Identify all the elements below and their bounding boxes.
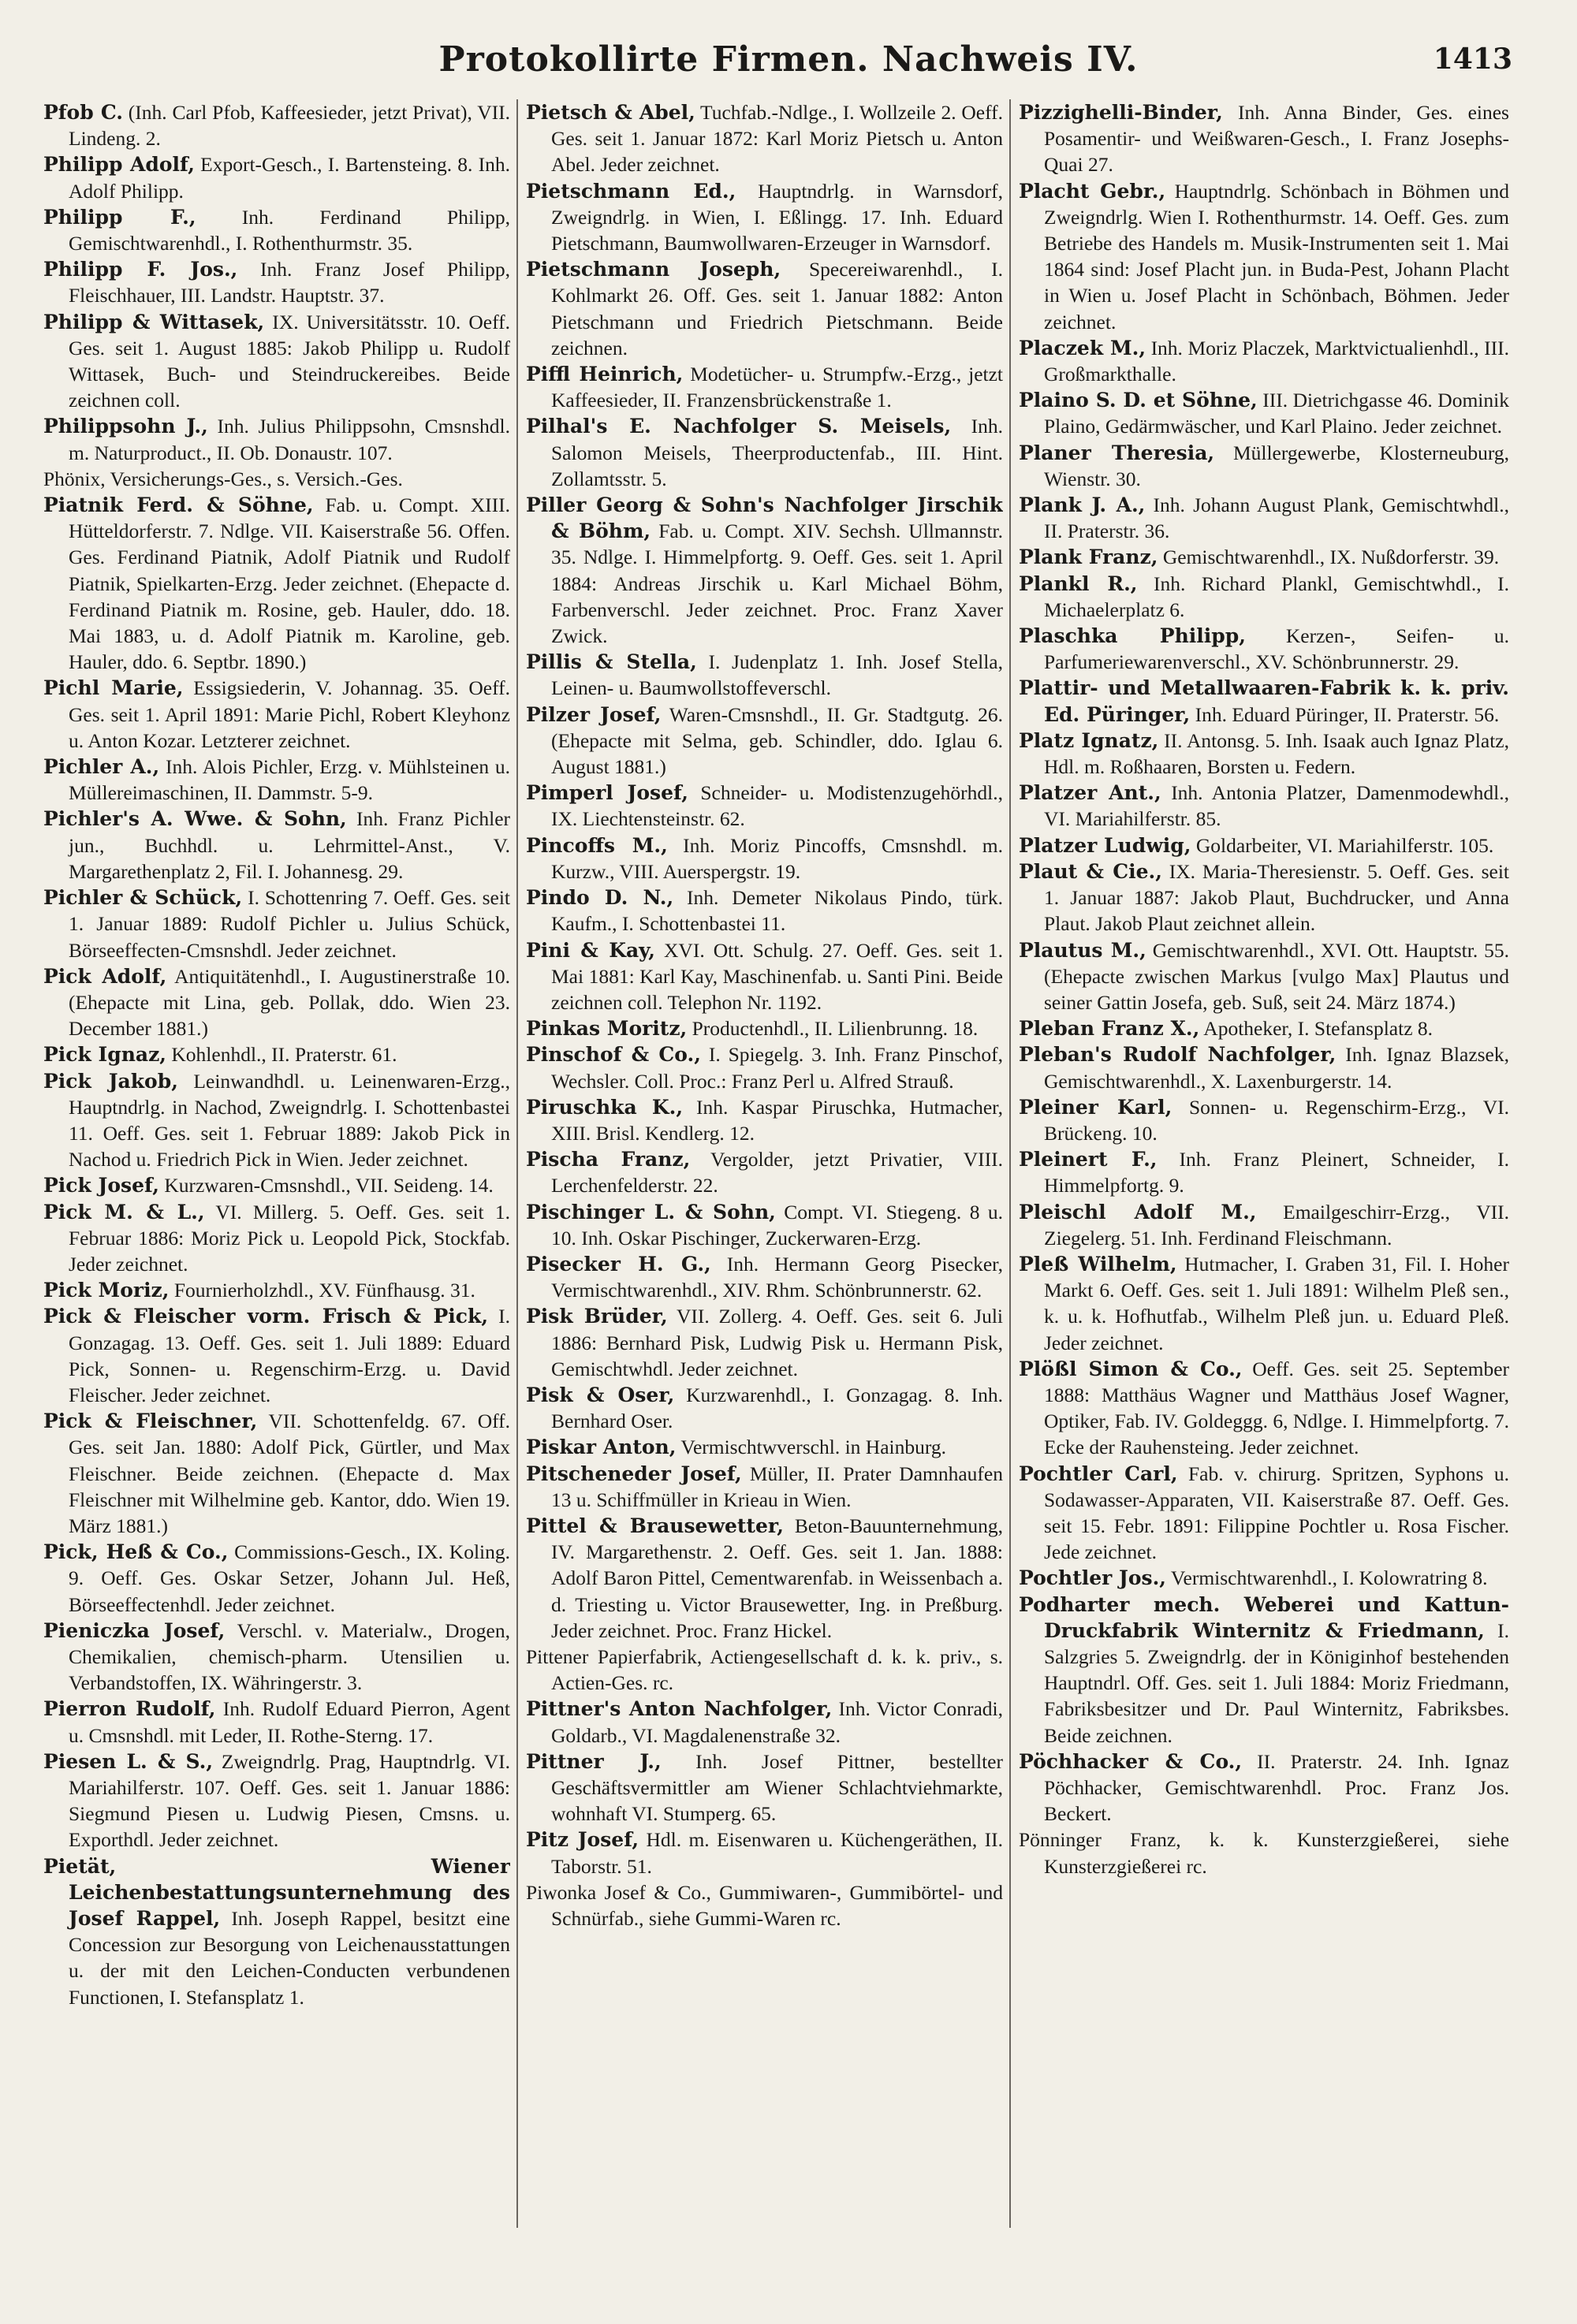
firm-name: Pierron Rudolf, xyxy=(43,1697,216,1721)
directory-entry xyxy=(1019,1251,1509,1356)
firm-name: Pietät, Wiener Leichenbestattungsunternehmung des Josef Rappel, xyxy=(43,1854,510,1931)
firm-name: Pick Ignaz, xyxy=(43,1043,166,1067)
entry-details: Piwonka Josef & Co., Gummiwaren-, Gummibörtel- und Schnürfab., siehe Gummi-Waren rc. xyxy=(526,1880,1003,1931)
directory-entry xyxy=(1019,1094,1509,1146)
directory-entry xyxy=(1019,1356,1509,1461)
firm-name: Pochtler Jos., xyxy=(1019,1566,1167,1590)
directory-entry xyxy=(1019,1461,1509,1566)
directory-entry xyxy=(526,1644,1003,1696)
entry-details: Pittener Papierfabrik, Actiengesellschaft d. k. k. priv., s. Actien-Ges. rc. xyxy=(526,1644,1003,1695)
firm-name: Pittel & Brausewetter, xyxy=(526,1514,784,1537)
directory-entry xyxy=(43,1303,510,1408)
directory-entry xyxy=(1019,1749,1509,1827)
firm-name: Pinkas Moritz, xyxy=(526,1017,688,1041)
entry-details: II. Praterstr. 24. Inh. Ignaz Pöchhacker, Gemischtwarenhdl. Proc. Franz Jos. Beckert. xyxy=(1044,1749,1509,1826)
directory-entry xyxy=(1019,780,1509,832)
firm-name: Pleß Wilhelm, xyxy=(1019,1252,1177,1276)
firm-name: Pick Adolf, xyxy=(43,964,167,988)
entry-details: Inh. Ferdinand Philipp, Gemischtwarenhdl., I. Rothenthurmstr. 35. xyxy=(69,205,510,255)
entry-details: Tuchfab.-Ndlge., I. Wollzeile 2. Oeff. Ges. seit 1. Januar 1872: Karl Moriz Pietsch u. Anton Abel. Jeder zeichnet. xyxy=(551,101,1003,177)
directory-entry xyxy=(1019,1199,1509,1251)
entry-details: Inh. Richard Plankl, Gemischtwhdl., I. Michaelerplatz 6. xyxy=(1044,572,1509,621)
entry-details: Müllergewerbe, Klosterneuburg, Wienstr. 30. xyxy=(1044,441,1509,490)
firm-name: Pittner's Anton Nachfolger, xyxy=(526,1697,833,1721)
directory-entry xyxy=(43,256,510,308)
directory-entry xyxy=(43,1172,510,1198)
directory-entry xyxy=(43,1539,510,1618)
entry-details: Hutmacher, I. Graben 31, Fil. I. Hoher Markt 6. Oeff. Ges. seit 1. Juli 1891: Wilhelm Pleß sen., k. u. k. Hofhutfab., Wilhelm Pleß jun. u. Eduard Pleß. Jeder zeichnet. xyxy=(1044,1252,1509,1354)
firm-name: Plaschka Philipp, xyxy=(1019,624,1246,648)
firm-name: Pichler A., xyxy=(43,755,160,779)
firm-name: Pieniczka Josef, xyxy=(43,1618,226,1642)
directory-entry xyxy=(43,466,510,492)
directory-entry xyxy=(43,1068,510,1173)
entry-details: Goldarbeiter, VI. Mariahilferstr. 105. xyxy=(1191,833,1494,857)
firm-name: Plaino S. D. et Söhne, xyxy=(1019,389,1258,412)
entry-details: Vermischtwarenhdl., I. Kolowratring 8. xyxy=(1166,1566,1488,1590)
page-number: 1413 xyxy=(1433,43,1512,76)
entry-details: Verschl. v. Materialw., Drogen, Chemikalien, chemisch-pharm. Utensilien u. Verbandstoffen, IX. Währingerstr. 3. xyxy=(69,1618,510,1695)
firm-name: Placzek M., xyxy=(1019,336,1146,359)
entry-details: Leinwandhdl. u. Leinenwaren-Erzg., Hauptndrlg. in Nachod, Zweigndrlg. I. Schottenbastei 11. Oeff. Ges. seit 1. Februar 1889: Jakob Pick in Nachod u. Friedrich Pick in Wien. Jeder zeichnet. xyxy=(69,1069,510,1171)
directory-entry xyxy=(1019,1827,1509,1879)
entry-details: VI. Millerg. 5. Oeff. Ges. seit 1. Februar 1886: Moriz Pick u. Leopold Pick, Stockfab. Jeder zeichnet. xyxy=(69,1200,510,1276)
directory-entry xyxy=(43,675,510,754)
directory-entry xyxy=(526,1251,1003,1303)
firm-name: Pittner J., xyxy=(526,1749,662,1773)
directory-entry xyxy=(1019,832,1509,858)
firm-name: Philipp & Wittasek, xyxy=(43,310,265,333)
column-1 xyxy=(43,99,510,2299)
entry-details: Waren-Cmsnshdl., II. Gr. Stadtgutg. 26. (Ehepacte mit Selma, geb. Schindler, ddo. Iglau 6. August 1881.) xyxy=(551,702,1003,779)
directory-entry xyxy=(43,492,510,675)
directory-entry xyxy=(526,937,1003,1016)
firm-name: Platzer Ludwig, xyxy=(1019,833,1191,857)
firm-name: Pick Jakob, xyxy=(43,1069,178,1093)
entry-details: I. Gonzagag. 13. Oeff. Ges. seit 1. Juli 1889: Eduard Pick, Sonnen- u. Regenschirm-Erzg. u. David Fleischer. Jeder zeichnet. xyxy=(69,1305,510,1406)
directory-entry xyxy=(526,1879,1003,1931)
entry-details: Vergolder, jetzt Privatier, VIII. Lerchenfelderstr. 22. xyxy=(551,1148,1003,1197)
entry-details: (Inh. Carl Pfob, Kaffeesieder, jetzt Privat), VII. Lindeng. 2. xyxy=(69,101,510,151)
entry-details: Zweigndrlg. Prag, Hauptndrlg. VI. Mariahilferstr. 107. Oeff. Ges. seit 1. Januar 1886: Siegmund Piesen u. Ludwig Piesen, Cmsns. u. Exporthdl. Jeder zeichnet. xyxy=(69,1749,510,1852)
firm-name: Plößl Simon & Co., xyxy=(1019,1357,1243,1380)
entry-details: Inh. Salomon Meisels, Theerproductenfab., III. Hint. Zollamtsstr. 5. xyxy=(551,415,1003,490)
firm-name: Piruschka K., xyxy=(526,1095,684,1119)
directory-entry xyxy=(526,1146,1003,1198)
directory-entry xyxy=(43,1749,510,1853)
firm-name: Pichl Marie, xyxy=(43,676,184,700)
firm-name: Pitscheneder Josef, xyxy=(526,1462,742,1485)
firm-name: Piffl Heinrich, xyxy=(526,363,684,386)
directory-entry xyxy=(43,1696,510,1748)
entry-details: Commissions-Gesch., IX. Koling. 9. Oeff. Ges. Oskar Setzer, Johann Jul. Heß, Börseeffectenhdl. Jeder zeichnet. xyxy=(69,1540,510,1616)
directory-entry xyxy=(526,1041,1003,1093)
firm-name: Pisk Brüder, xyxy=(526,1305,668,1328)
directory-entry xyxy=(1019,1015,1509,1041)
entry-details: I. Judenplatz 1. Inh. Josef Stella, Leinen- u. Baumwollstoffeverschl. xyxy=(551,650,1003,700)
entry-details: Inh. Demeter Nikolaus Pindo, türk. Kaufm., I. Schottenbastei 11. xyxy=(551,886,1003,936)
entry-details: I. Schottenring 7. Oeff. Ges. seit 1. Januar 1889: Rudolf Pichler u. Julius Schück, Börseeffecten-Cmsnshdl. Jeder zeichnet. xyxy=(69,886,510,962)
entry-details: Inh. Josef Pittner, bestellter Geschäftsvermittler am Wiener Schlachtviehmarkte, wohnhaft VI. Stumperg. 65. xyxy=(551,1749,1003,1826)
firm-name: Podharter mech. Weberei und Kattun-Druckfabrik Winternitz & Friedmann, xyxy=(1019,1592,1509,1642)
directory-entry xyxy=(526,1015,1003,1041)
entry-details: Fab. u. Compt. XIV. Sechsh. Ullmannstr. 35. Ndlge. I. Himmelpfortg. 9. Oeff. Ges. seit 1. April 1884: Andreas Jirschik u. Karl Michael Böhm, Farbenverschl. Jeder zeichnet. Proc. Franz Xaver Zwick. xyxy=(551,520,1003,648)
directory-entry xyxy=(526,99,1003,178)
firm-name: Pilzer Josef, xyxy=(526,702,662,726)
entry-details: Inh. Franz Pleinert, Schneider, I. Himmelpfortg. 9. xyxy=(1044,1148,1509,1197)
entry-details: Inh. Rudolf Eduard Pierron, Agent u. Cmsnshdl. mit Leder, II. Rothe-Sterng. 17. xyxy=(69,1697,510,1747)
firm-name: Pizzighelli-Binder, xyxy=(1019,101,1223,124)
entry-details: Modetücher- u. Strumpfw.-Erzg., jetzt Kaffeesieder, II. Franzensbrückenstraße 1. xyxy=(551,363,1003,412)
entry-details: Fournierholzhdl., XV. Fünfhausg. 31. xyxy=(169,1279,475,1302)
entry-details: Inh. Antonia Platzer, Damenmodewhdl., VI. Mariahilferstr. 85. xyxy=(1044,781,1509,831)
directory-entry xyxy=(43,1853,510,2010)
firm-name: Pochtler Carl, xyxy=(1019,1462,1178,1485)
firm-name: Piller Georg & Sohn's Nachfolger Jirschik & Böhm, xyxy=(526,493,1003,543)
directory-entry xyxy=(526,1513,1003,1644)
entry-details: Export-Gesch., I. Bartensteing. 8. Inh. Adolf Philipp. xyxy=(69,153,510,203)
entry-details: Phönix, Versicherungs-Ges., s. Versich.-Ges. xyxy=(43,467,403,490)
firm-name: Pick, Heß & Co., xyxy=(43,1540,229,1564)
entry-details: Essigsiederin, V. Johannag. 35. Oeff. Ges. seit 1. April 1891: Marie Pichl, Robert Kleyhonz u. Anton Kozar. Letzterer zeichnet. xyxy=(69,676,510,752)
directory-entry xyxy=(526,780,1003,832)
directory-entry xyxy=(526,832,1003,885)
firm-name: Plautus M., xyxy=(1019,938,1146,962)
firm-name: Pichler & Schück, xyxy=(43,886,243,910)
directory-entry xyxy=(1019,728,1509,780)
entry-details: Beton-Bauunternehmung, IV. Margarethenstr. 2. Oeff. Ges. seit 1. Jan. 1888: Adolf Baron Pittel, Cementwarenfab. in Weissenbach a. d. Triesting u. Victor Brausewetter, Ing. in Preßburg. Jeder zeichnet. Proc. Franz Hickel. xyxy=(551,1514,1003,1642)
directory-entry xyxy=(526,1461,1003,1513)
directory-entry xyxy=(1019,440,1509,492)
entry-details: Emailgeschirr-Erzg., VII. Ziegelerg. 51. Inh. Ferdinand Fleischmann. xyxy=(1044,1200,1509,1250)
directory-entry xyxy=(526,885,1003,937)
firm-name: Piesen L. & S., xyxy=(43,1749,214,1773)
entry-details: Inh. Johann August Plank, Gemischtwhdl., II. Praterstr. 36. xyxy=(1044,493,1509,543)
entry-details: IX. Universitätsstr. 10. Oeff. Ges. seit 1. August 1885: Jakob Philipp u. Rudolf Wittasek, Buch- und Steindruckereibes. Beide zeichnen coll. xyxy=(69,310,510,412)
firm-name: Pilhal's E. Nachfolger S. Meisels, xyxy=(526,415,952,438)
directory-entry xyxy=(1019,387,1509,439)
entry-details: Inh. Ignaz Blazsek, Gemischtwarenhdl., X. Laxenburgerstr. 14. xyxy=(1044,1043,1509,1093)
entry-details: Fab. v. chirurg. Spritzen, Syphons u. Sodawasser-Apparaten, VII. Kaiserstraße 87. Oeff. Ges. seit 15. Febr. 1891: Filippine Pochtler u. Rosa Fischer. Jede zeichnet. xyxy=(1044,1462,1509,1564)
firm-name: Plattir- und Metallwaaren-Fabrik k. k. priv. Ed. Püringer, xyxy=(1019,676,1509,726)
directory-entry xyxy=(43,204,510,256)
directory-entry xyxy=(526,361,1003,413)
directory-entry xyxy=(526,649,1003,701)
firm-name: Pincoffs M., xyxy=(526,833,668,857)
entry-details: Productenhdl., II. Lilienbrunng. 18. xyxy=(687,1017,979,1041)
firm-name: Pillis & Stella, xyxy=(526,650,697,674)
column-2 xyxy=(526,99,1003,2299)
firm-name: Philippsohn J., xyxy=(43,415,208,438)
directory-entry xyxy=(526,492,1003,649)
directory-entry xyxy=(1019,544,1509,570)
directory-entry xyxy=(1019,99,1509,178)
directory-entry xyxy=(1019,623,1509,675)
entry-details: Inh. Alois Pichler, Erzg. v. Mühlsteinen u. Müllereimaschinen, II. Dammstr. 5-9. xyxy=(69,755,510,805)
column-divider xyxy=(516,99,518,2228)
directory-entry xyxy=(43,806,510,885)
entry-details: VII. Schottenfeldg. 67. Off. Ges. seit Jan. 1880: Adolf Pick, Gürtler, und Max Fleischner. Beide zeichnen. (Ehepacte d. Max Fleischner mit Wilhelmine geb. Kantor, ddo. Wien 19. März 1881.) xyxy=(69,1410,510,1537)
firm-name: Pischinger L. & Sohn, xyxy=(526,1200,776,1223)
firm-name: Philipp F. Jos., xyxy=(43,258,238,281)
entry-details: Inh. Kaspar Piruschka, Hutmacher, XIII. Brisl. Kendlerg. 12. xyxy=(551,1095,1003,1145)
entry-details: Fab. u. Compt. XIII. Hütteldorferstr. 7. Ndlge. VII. Kaiserstraße 56. Offen. Ges. Ferdinand Piatnik, Adolf Piatnik und Rudolf Piatnik, Spielkarten-Erzg. Jeder zeichnet. (Ehepacte d. Ferdinand Piatnik m. Rosine, geb. Hauler, ddo. 18. Mai 1883, u. d. Adolf Piatnik m. Karoline, geb. Hauler, ddo. 6. Septbr. 1890.) xyxy=(69,493,510,674)
firm-name: Plank Franz, xyxy=(1019,546,1158,569)
directory-entry xyxy=(43,413,510,465)
entry-details: IX. Maria-Theresienstr. 5. Oeff. Ges. seit 1. Januar 1887: Jakob Plaut, Buchdrucker, und Anna Plaut. Jakob Plaut zeichnet allein. xyxy=(1044,859,1509,936)
directory-entry xyxy=(526,1094,1003,1146)
firm-name: Pleinert F., xyxy=(1019,1148,1158,1171)
firm-name: Pimperl Josef, xyxy=(526,781,688,805)
firm-name: Pietschmann Joseph, xyxy=(526,258,781,281)
firm-name: Pischa Franz, xyxy=(526,1148,691,1171)
directory-entry xyxy=(526,1382,1003,1434)
entry-details: III. Dietrichgasse 46. Dominik Plaino, Gedärmwäscher, und Karl Plaino. Jeder zeichnet. xyxy=(1044,389,1509,438)
entry-details: II. Antonsg. 5. Inh. Isaak auch Ignaz Platz, Hdl. m. Roßhaaren, Borsten u. Federn. xyxy=(1044,728,1509,779)
firm-name: Pisecker H. G., xyxy=(526,1252,711,1276)
entry-details: Inh. Joseph Rappel, besitzt eine Concession zur Besorgung von Leichenausstattungen u. der mit den Leichen-Conducten verbundenen Functionen, I. Stefansplatz 1. xyxy=(69,1907,510,2009)
firm-name: Pick & Fleischer vorm. Frisch & Pick, xyxy=(43,1305,489,1328)
page-header xyxy=(0,39,1577,95)
entry-details: Müller, II. Prater Damnhaufen 13 u. Schiffmüller in Krieau in Wien. xyxy=(551,1462,1003,1511)
entry-details: Inh. Hermann Georg Pisecker, Vermischtwarenhdl., XIV. Rhm. Schönbrunnerstr. 62. xyxy=(551,1252,1003,1302)
entry-details: Gemischtwarenhdl., XVI. Ott. Hauptstr. 55. (Ehepacte zwischen Markus [vulgo Max] Plautus und seiner Gattin Josefa, geb. Suß, seit 24. März 1874.) xyxy=(1044,938,1509,1014)
directory-entry xyxy=(526,1749,1003,1827)
directory-entry xyxy=(1019,1565,1509,1591)
entry-details: Kerzen-, Seifen- u. Parfumeriewarenverschl., XV. Schönbrunnerstr. 29. xyxy=(1044,624,1509,674)
firm-name: Platz Ignatz, xyxy=(1019,728,1159,752)
directory-entry xyxy=(1019,675,1509,727)
firm-name: Plank J. A., xyxy=(1019,493,1146,517)
firm-name: Pietsch & Abel, xyxy=(526,101,695,124)
firm-name: Pichler's A. Wwe. & Sohn, xyxy=(43,807,347,831)
directory-entry xyxy=(43,309,510,414)
entry-details: Vermischtwverschl. in Hainburg. xyxy=(676,1436,946,1459)
directory-entry xyxy=(43,1408,510,1539)
directory-entry xyxy=(526,413,1003,492)
directory-entry xyxy=(43,151,510,203)
firm-name: Pick M. & L., xyxy=(43,1200,205,1223)
firm-name: Pleiner Karl, xyxy=(1019,1095,1172,1119)
directory-entry xyxy=(1019,937,1509,1016)
entry-details: Hauptndrlg. Schönbach in Böhmen und Zweigndrlg. Wien I. Rothenthurmstr. 14. Oeff. Ges. zum Betriebe des Handels m. Musik-Instrumenten seit 1. Mai 1864 sind: Josef Placht jun. in Buda-Pest, Johann Placht in Wien u. Josef Placht in Schönbach, Böhmen. Jeder zeichnet. xyxy=(1044,179,1509,333)
directory-entry xyxy=(43,885,510,963)
column-divider xyxy=(1009,99,1011,2228)
firm-name: Pitz Josef, xyxy=(526,1828,639,1852)
entry-details: Sonnen- u. Regenschirm-Erzg., VI. Brückeng. 10. xyxy=(1044,1095,1509,1145)
firm-name: Plankl R., xyxy=(1019,572,1138,595)
directory-entry xyxy=(1019,335,1509,387)
firm-name: Pleban Franz X., xyxy=(1019,1017,1200,1041)
entry-details: Kurzwaren-Cmsnshdl., VII. Seideng. 14. xyxy=(158,1174,494,1197)
entry-details: XVI. Ott. Schulg. 27. Oeff. Ges. seit 1. Mai 1881: Karl Kay, Maschinenfab. u. Santi Pini. Beide zeichnen coll. Telephon Nr. 1192. xyxy=(551,938,1003,1014)
firm-name: Planer Theresia, xyxy=(1019,441,1215,464)
firm-name: Pick Moriz, xyxy=(43,1279,170,1302)
entry-details: Inh. Victor Conradi, Goldarb., VI. Magdalenenstraße 32. xyxy=(551,1697,1003,1747)
directory-entry xyxy=(526,1303,1003,1382)
entry-details: Kurzwarenhdl., I. Gonzagag. 8. Inh. Bernhard Oser. xyxy=(551,1383,1003,1433)
firm-name: Pick Josef, xyxy=(43,1174,159,1197)
entry-details: VII. Zollerg. 4. Oeff. Ges. seit 6. Juli 1886: Bernhard Pisk, Ludwig Pisk u. Hermann Pisk, Gemischtwhdl. Jeder zeichnet. xyxy=(551,1305,1003,1380)
entry-details: Specereiwarenhdl., I. Kohlmarkt 26. Off. Ges. seit 1. Januar 1882: Anton Pietschmann und Friedrich Pietschmann. Beide zeichnen. xyxy=(551,258,1003,359)
firm-name: Piatnik Ferd. & Söhne, xyxy=(43,493,314,517)
entry-details: Hdl. m. Eisenwaren u. Küchengeräthen, II. Taborstr. 51. xyxy=(551,1828,1003,1878)
directory-entry xyxy=(43,1618,510,1696)
entry-details: Schneider- u. Modistenzugehörhdl., IX. Liechtensteinstr. 62. xyxy=(551,781,1003,831)
firm-name: Pindo D. N., xyxy=(526,886,674,910)
column-3 xyxy=(1019,99,1509,2299)
directory-entry xyxy=(43,99,510,151)
directory-entry xyxy=(43,1199,510,1278)
entry-details: I. Spiegelg. 3. Inh. Franz Pinschof, Wechsler. Coll. Proc.: Franz Perl u. Alfred Strauß. xyxy=(551,1043,1003,1093)
entry-details: Antiquitätenhdl., I. Augustinerstraße 10. (Ehepacte mit Lina, geb. Pollak, ddo. Wien 23. December 1881.) xyxy=(69,964,510,1041)
entry-details: Compt. VI. Stiegeng. 8 u. 10. Inh. Oskar Pischinger, Zuckerwaren-Erzg. xyxy=(551,1200,1003,1250)
firm-name: Pini & Kay, xyxy=(526,938,655,962)
firm-name: Pisk & Oser, xyxy=(526,1383,675,1406)
directory-entry xyxy=(526,1199,1003,1251)
directory-entry xyxy=(526,1827,1003,1879)
directory-entry xyxy=(1019,492,1509,544)
directory-entry xyxy=(526,256,1003,361)
directory-entry xyxy=(526,702,1003,780)
firm-name: Pietschmann Ed., xyxy=(526,179,736,203)
entry-details: Kohlenhdl., II. Praterstr. 61. xyxy=(166,1043,397,1067)
directory-entry xyxy=(43,1041,510,1067)
entry-details: Inh. Franz Pichler jun., Buchhdl. u. Lehrmittel-Anst., V. Margarethenplatz 2, Fil. I. Johannesg. 29. xyxy=(69,807,510,883)
entry-details: Gemischtwarenhdl., IX. Nußdorferstr. 39. xyxy=(1158,546,1500,569)
directory-entry xyxy=(43,963,510,1042)
entry-details: Inh. Franz Josef Philipp, Fleischhauer, III. Landstr. Hauptstr. 37. xyxy=(69,258,510,307)
directory-entry xyxy=(526,178,1003,257)
directory-entry xyxy=(1019,858,1509,937)
directory-entry xyxy=(1019,1041,1509,1093)
entry-details: Apotheker, I. Stefansplatz 8. xyxy=(1199,1017,1433,1041)
directory-entry xyxy=(43,754,510,806)
entry-details: Inh. Moriz Pincoffs, Cmsnshdl. m. Kurzw., VIII. Auerspergstr. 19. xyxy=(551,833,1003,883)
firm-name: Placht Gebr., xyxy=(1019,179,1166,203)
entry-details: Oeff. Ges. seit 25. September 1888: Matthäus Wagner und Matthäus Josef Wagner, Optiker, Fab. IV. Goldeggg. 6, Ndlge. I. Himmelpfortg. 7. Ecke der Rauhensteing. Jeder zeichnet. xyxy=(1044,1357,1509,1459)
firm-name: Pleischl Adolf M., xyxy=(1019,1200,1257,1223)
firm-name: Pick & Fleischner, xyxy=(43,1410,258,1433)
running-title: Protokollirte Firmen. Nachweis IV. xyxy=(438,39,1139,80)
directory-entry xyxy=(43,1277,510,1303)
firm-name: Pinschof & Co., xyxy=(526,1043,701,1067)
entry-details: Inh. Eduard Püringer, II. Praterstr. 56. xyxy=(1190,702,1500,726)
firm-name: Philipp F., xyxy=(43,205,196,229)
entry-details: Inh. Julius Philippsohn, Cmsnshdl. m. Naturproduct., II. Ob. Donaustr. 107. xyxy=(69,415,510,464)
firm-name: Pöchhacker & Co., xyxy=(1019,1749,1243,1773)
firm-name: Philipp Adolf, xyxy=(43,153,195,177)
firm-name: Pleban's Rudolf Nachfolger, xyxy=(1019,1043,1337,1067)
directory-entry xyxy=(1019,178,1509,335)
entry-details: I. Salzgries 5. Zweigndrlg. der in Königinhof bestehenden Hauptndrl. Off. Ges. seit 1. Juli 1884: Moriz Friedmann, Fabriksbesitzer und Dr. Paul Winternitz, Fabriksbes. Beide zeichnen. xyxy=(1044,1618,1509,1747)
entry-details: Hauptndrlg. in Warnsdorf, Zweigndrlg. in Wien, I. Eßlingg. 17. Inh. Eduard Pietschmann, Baumwollwaren-Erzeuger in Warnsdorf. xyxy=(551,179,1003,255)
entry-details: Pönninger Franz, k. k. Kunsterzgießerei, siehe Kunsterzgießerei rc. xyxy=(1019,1828,1509,1878)
entry-details: Inh. Anna Binder, Ges. eines Posamentir- und Weißwaren-Gesch., I. Franz Josephs-Quai 27. xyxy=(1044,101,1509,177)
entry-details: Inh. Moriz Placzek, Marktvictualienhdl., III. Großmarkthalle. xyxy=(1044,336,1509,386)
firm-name: Pfob C. xyxy=(43,101,123,124)
firm-name: Piskar Anton, xyxy=(526,1436,677,1459)
directory-entry xyxy=(1019,571,1509,623)
directory-entry xyxy=(526,1696,1003,1748)
directory-entry xyxy=(526,1434,1003,1460)
directory-entry xyxy=(1019,1592,1509,1749)
firm-name: Plaut & Cie., xyxy=(1019,859,1162,883)
firm-name: Platzer Ant., xyxy=(1019,781,1161,805)
directory-entry xyxy=(1019,1146,1509,1198)
